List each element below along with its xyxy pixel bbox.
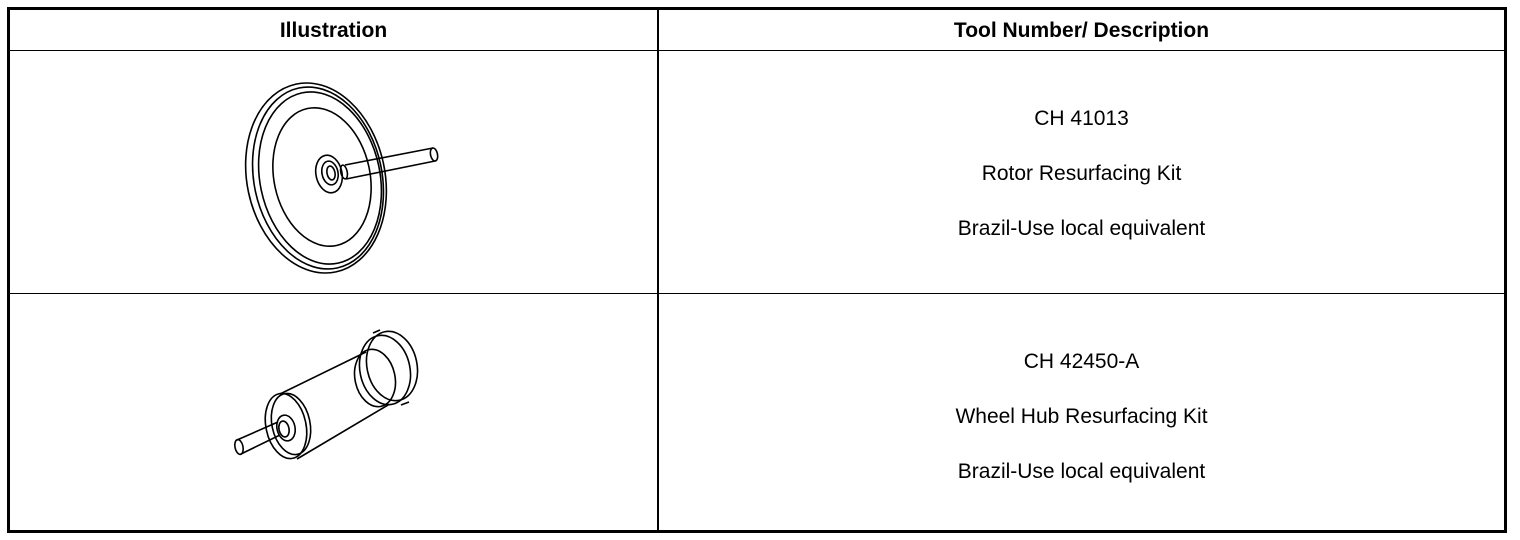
rotor-resurfacing-kit-icon [240,81,450,281]
header-illustration: Illustration [279,19,388,42]
description-cell [659,51,1504,293]
tool-description [659,91,1504,256]
table-header-row [10,10,1504,51]
table-row [10,51,1504,294]
tool-name: Rotor Resurfacing Kit [981,162,1182,185]
tool-note: Brazil-Use local equivalent [957,217,1206,240]
header-illustration-cell [10,10,657,50]
tool-description [659,334,1504,499]
header-description: Tool Number/ Description [953,19,1210,42]
illustration-cell [10,294,657,530]
wheel-hub-resurfacing-kit-icon [220,322,450,482]
description-cell [659,294,1504,530]
tool-number: CH 42450-A [1023,350,1140,373]
illustration-cell [10,51,657,293]
tool-number: CH 41013 [1034,107,1129,130]
table-row [10,294,1504,530]
tool-name: Wheel Hub Resurfacing Kit [955,405,1208,428]
header-description-cell [659,10,1504,50]
tool-note: Brazil-Use local equivalent [957,460,1206,483]
tool-table [7,7,1507,533]
